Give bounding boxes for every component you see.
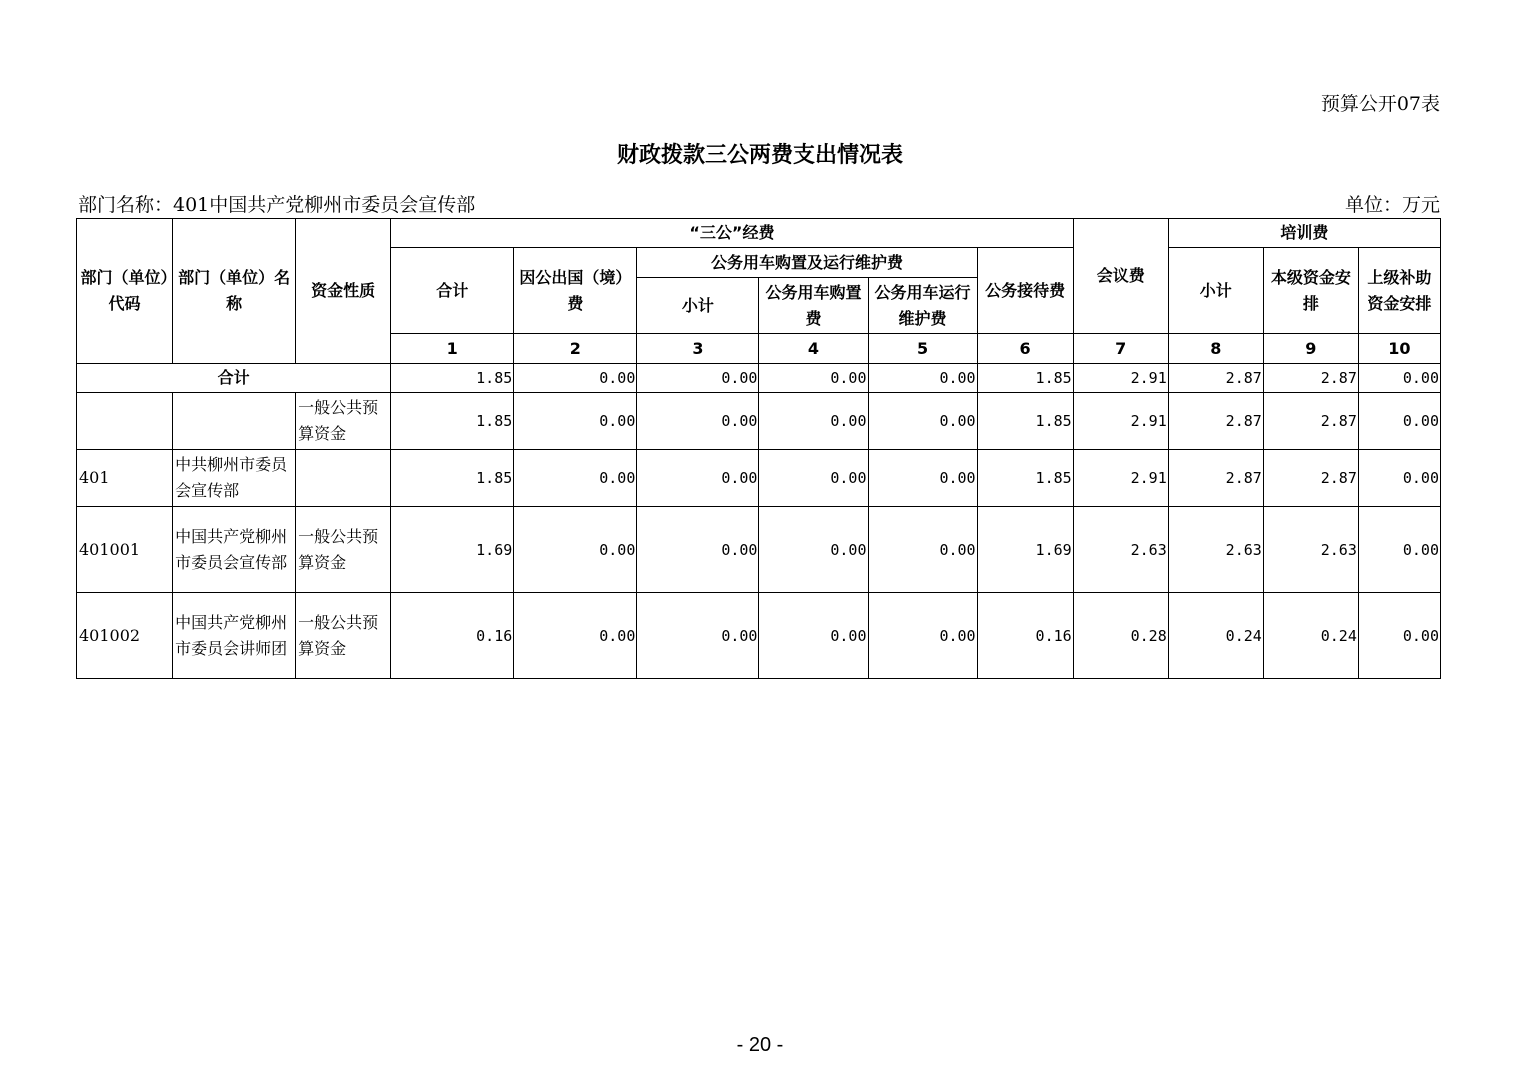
value-cell: 2.63 <box>1168 507 1263 593</box>
value-cell: 1.85 <box>391 393 514 450</box>
value-cell: 0.00 <box>868 450 977 507</box>
value-cell: 0.16 <box>977 593 1073 679</box>
fund-nature-cell: 一般公共预算资金 <box>296 593 391 679</box>
dept-name-cell: 中国共产党柳州市委员会讲师团 <box>173 593 296 679</box>
col-number: 10 <box>1358 334 1440 364</box>
value-cell: 0.00 <box>637 507 759 593</box>
col-number: 8 <box>1168 334 1263 364</box>
value-cell: 0.00 <box>759 507 868 593</box>
dept-code-cell: 401001 <box>77 507 173 593</box>
total-label: 合计 <box>77 364 391 393</box>
value-cell: 0.00 <box>868 393 977 450</box>
header-training-superior: 上级补助资金安排 <box>1358 248 1440 334</box>
header-vehicle-subtotal: 小计 <box>637 278 759 334</box>
value-cell: 2.63 <box>1263 507 1358 593</box>
header-vehicle-purchase: 公务用车购置费 <box>759 278 868 334</box>
header-training: 培训费 <box>1168 219 1440 248</box>
table-row <box>77 450 1441 507</box>
header-training-subtotal: 小计 <box>1168 248 1263 334</box>
value-cell: 0.16 <box>391 593 514 679</box>
fund-nature-cell: 一般公共预算资金 <box>296 393 391 450</box>
table-row <box>77 393 1441 450</box>
header-vehicle: 公务用车购置及运行维护费 <box>637 248 977 278</box>
dept-name-cell: 中共柳州市委员会宣传部 <box>173 450 296 507</box>
page-title: 财政拨款三公两费支出情况表 <box>616 143 903 168</box>
total-cell: 0.00 <box>514 364 637 393</box>
header-dept-name: 部门（单位）名称 <box>173 219 296 364</box>
header-fund-nature: 资金性质 <box>296 219 391 364</box>
col-number: 4 <box>759 334 868 364</box>
header-training-local: 本级资金安排 <box>1263 248 1358 334</box>
dept-code-cell: 401 <box>77 450 173 507</box>
value-cell: 2.91 <box>1073 393 1168 450</box>
col-number: 9 <box>1263 334 1358 364</box>
value-cell: 1.69 <box>977 507 1073 593</box>
value-cell: 0.00 <box>514 593 637 679</box>
col-number: 7 <box>1073 334 1168 364</box>
header-reception: 公务接待费 <box>977 248 1073 334</box>
value-cell: 0.00 <box>514 507 637 593</box>
value-cell: 0.00 <box>514 450 637 507</box>
value-cell: 1.85 <box>391 450 514 507</box>
total-cell: 0.00 <box>868 364 977 393</box>
value-cell: 2.91 <box>1073 450 1168 507</box>
fund-nature-cell: 一般公共预算资金 <box>296 507 391 593</box>
value-cell: 1.85 <box>977 450 1073 507</box>
value-cell: 0.00 <box>868 507 977 593</box>
header-vehicle-maintenance: 公务用车运行维护费 <box>868 278 977 334</box>
value-cell: 0.00 <box>868 593 977 679</box>
total-row <box>77 364 1441 393</box>
value-cell: 0.00 <box>637 593 759 679</box>
table-row <box>77 593 1441 679</box>
dept-code-cell <box>77 393 173 450</box>
value-cell: 0.00 <box>759 393 868 450</box>
col-number: 6 <box>977 334 1073 364</box>
value-cell: 2.87 <box>1263 450 1358 507</box>
dept-name-cell: 中国共产党柳州市委员会宣传部 <box>173 507 296 593</box>
value-cell: 0.00 <box>1358 593 1440 679</box>
col-number: 5 <box>868 334 977 364</box>
dept-code-cell: 401002 <box>77 593 173 679</box>
fund-nature-cell <box>296 450 391 507</box>
value-cell: 0.00 <box>637 450 759 507</box>
value-cell: 2.87 <box>1263 393 1358 450</box>
value-cell: 1.85 <box>977 393 1073 450</box>
col-number: 1 <box>391 334 514 364</box>
header-abroad: 因公出国（境）费 <box>514 248 637 334</box>
value-cell: 0.00 <box>1358 450 1440 507</box>
col-number: 2 <box>514 334 637 364</box>
value-cell: 0.00 <box>637 393 759 450</box>
unit-label: 单位：万元 <box>1344 194 1440 216</box>
value-cell: 0.00 <box>1358 507 1440 593</box>
value-cell: 0.24 <box>1168 593 1263 679</box>
form-code: 预算公开07表 <box>1320 93 1440 115</box>
budget-table <box>76 218 1441 679</box>
total-cell: 0.00 <box>759 364 868 393</box>
table-row <box>77 507 1441 593</box>
value-cell: 0.28 <box>1073 593 1168 679</box>
total-cell: 1.85 <box>977 364 1073 393</box>
value-cell: 0.00 <box>1358 393 1440 450</box>
value-cell: 2.63 <box>1073 507 1168 593</box>
value-cell: 0.00 <box>759 450 868 507</box>
col-number: 3 <box>637 334 759 364</box>
value-cell: 0.00 <box>514 393 637 450</box>
value-cell: 0.00 <box>759 593 868 679</box>
department-label: 部门名称：401中国共产党柳州市委员会宣传部 <box>78 194 476 216</box>
total-cell: 2.87 <box>1263 364 1358 393</box>
total-cell: 2.91 <box>1073 364 1168 393</box>
header-dept-code: 部门（单位）代码 <box>77 219 173 364</box>
value-cell: 2.87 <box>1168 450 1263 507</box>
total-cell: 2.87 <box>1168 364 1263 393</box>
header-meeting: 会议费 <box>1073 219 1168 334</box>
total-cell: 0.00 <box>637 364 759 393</box>
header-sangong: “三公”经费 <box>391 219 1073 248</box>
page-number: - 20 - <box>736 1034 784 1056</box>
total-cell: 1.85 <box>391 364 514 393</box>
value-cell: 1.69 <box>391 507 514 593</box>
value-cell: 0.24 <box>1263 593 1358 679</box>
value-cell: 2.87 <box>1168 393 1263 450</box>
dept-name-cell <box>173 393 296 450</box>
header-total: 合计 <box>391 248 514 334</box>
total-cell: 0.00 <box>1358 364 1440 393</box>
